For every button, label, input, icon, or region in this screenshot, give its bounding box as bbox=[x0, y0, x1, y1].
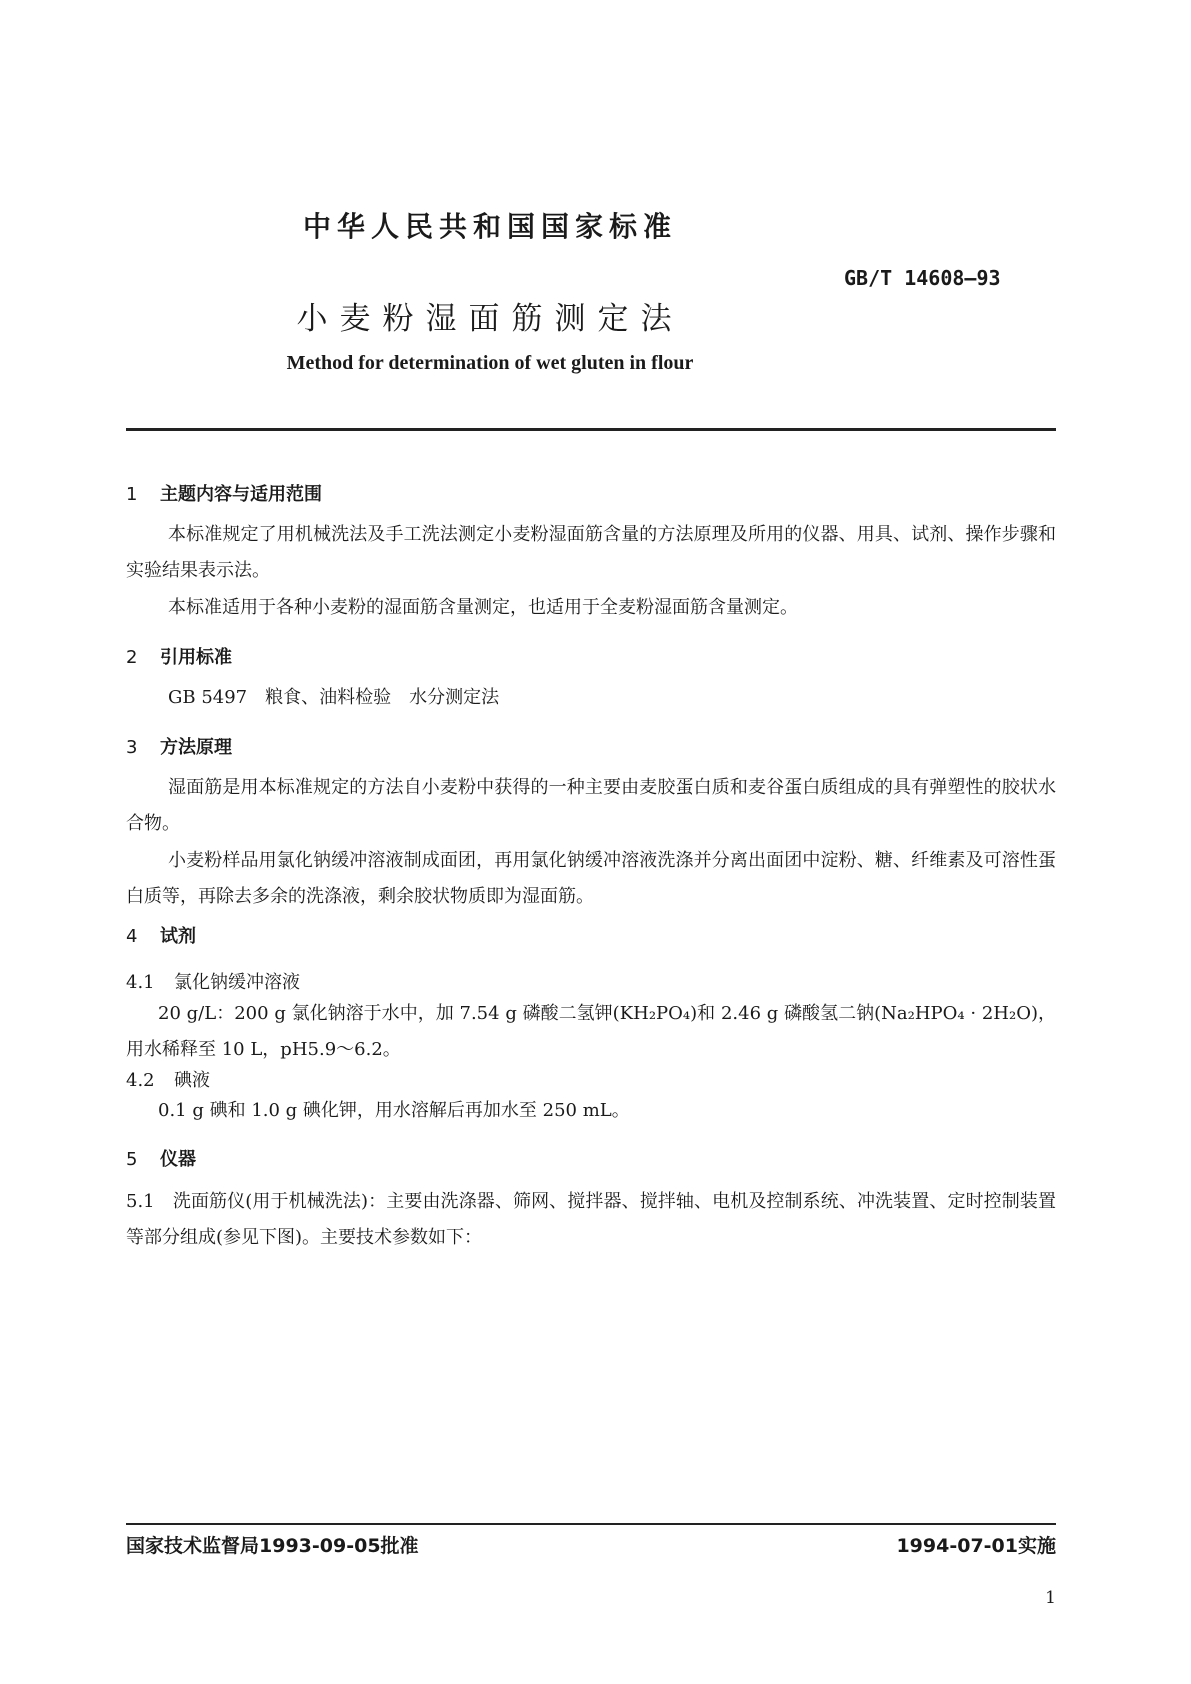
subsection-number: 4.1 bbox=[126, 972, 155, 993]
section-4-heading bbox=[126, 922, 196, 948]
page-number: 1 bbox=[1045, 1588, 1056, 1608]
section-3-paragraph-1: 湿面筋是用本标准规定的方法自小麦粉中获得的一种主要由麦胶蛋白质和麦谷蛋白质组成的具有弹塑性的胶状水合物。 bbox=[126, 777, 1056, 834]
section-number: 2 bbox=[126, 647, 138, 668]
subsection-4-1-heading bbox=[126, 968, 300, 994]
standard-number: GB/T 14608—93 bbox=[844, 266, 1001, 290]
subsection-4-2-text: 0.1 g 碘和 1.0 g 碘化钾，用水溶解后再加水至 250 mL。 bbox=[158, 1100, 630, 1121]
section-1-paragraph-2: 本标准适用于各种小麦粉的湿面筋含量测定，也适用于全麦粉湿面筋含量测定。 bbox=[168, 597, 798, 618]
section-number: 1 bbox=[126, 484, 138, 505]
section-title: 仪器 bbox=[160, 1149, 196, 1170]
section-2-reference: GB 5497 粮食、油料检验 水分测定法 bbox=[168, 687, 500, 708]
subsection-4-2-heading bbox=[126, 1066, 210, 1092]
section-title: 引用标准 bbox=[160, 647, 232, 668]
section-3-heading bbox=[126, 733, 232, 759]
subsection-5-1-text: 5.1 洗面筋仪(用于机械洗法)：主要由洗涤器、筛网、搅拌器、搅拌轴、电机及控制系统、冲洗装置、定时控制装置等部分组成(参见下图)。主要技术参数如下： bbox=[126, 1191, 1056, 1248]
footer-divider bbox=[126, 1523, 1056, 1525]
section-2-heading bbox=[126, 643, 232, 669]
section-1-paragraph-1: 本标准规定了用机械洗法及手工洗法测定小麦粉湿面筋含量的方法原理及所用的仪器、用具、试剂、操作步骤和实验结果表示法。 bbox=[126, 524, 1056, 581]
section-3-paragraph-2: 小麦粉样品用氯化钠缓冲溶液制成面团，再用氯化钠缓冲溶液洗涤并分离出面团中淀粉、糖、纤维素及可溶性蛋白质等，再除去多余的洗涤液，剩余胶状物质即为湿面筋。 bbox=[126, 850, 1056, 907]
approval-date: 国家技术监督局1993-09-05批准 bbox=[126, 1535, 419, 1557]
effective-date: 1994-07-01实施 bbox=[896, 1535, 1056, 1557]
header-divider bbox=[126, 428, 1056, 431]
section-number: 3 bbox=[126, 737, 138, 758]
section-number: 5 bbox=[126, 1149, 138, 1170]
subsection-number: 4.2 bbox=[126, 1070, 155, 1091]
subsection-title: 碘液 bbox=[174, 1070, 210, 1091]
subsection-title: 氯化钠缓冲溶液 bbox=[174, 972, 300, 993]
section-1-heading bbox=[126, 480, 322, 506]
title-english: Method for determination of wet gluten in flour bbox=[286, 352, 694, 374]
section-title: 方法原理 bbox=[160, 737, 232, 758]
section-title: 主题内容与适用范围 bbox=[160, 484, 322, 505]
section-number: 4 bbox=[126, 926, 138, 947]
title-chinese: 小麦粉湿面筋测定法 bbox=[296, 301, 684, 337]
section-5-heading bbox=[126, 1145, 196, 1171]
section-title: 试剂 bbox=[160, 926, 196, 947]
national-standard-heading: 中华人民共和国国家标准 bbox=[302, 210, 677, 243]
subsection-4-1-text: 20 g/L：200 g 氯化钠溶于水中，加 7.54 g 磷酸二氢钾(KH₂PO₄)和 2.46 g 磷酸氢二钠(Na₂HPO₄ · 2H₂O)，用水稀释至 10 L，pH5.9～6.2。 bbox=[126, 1003, 1056, 1060]
